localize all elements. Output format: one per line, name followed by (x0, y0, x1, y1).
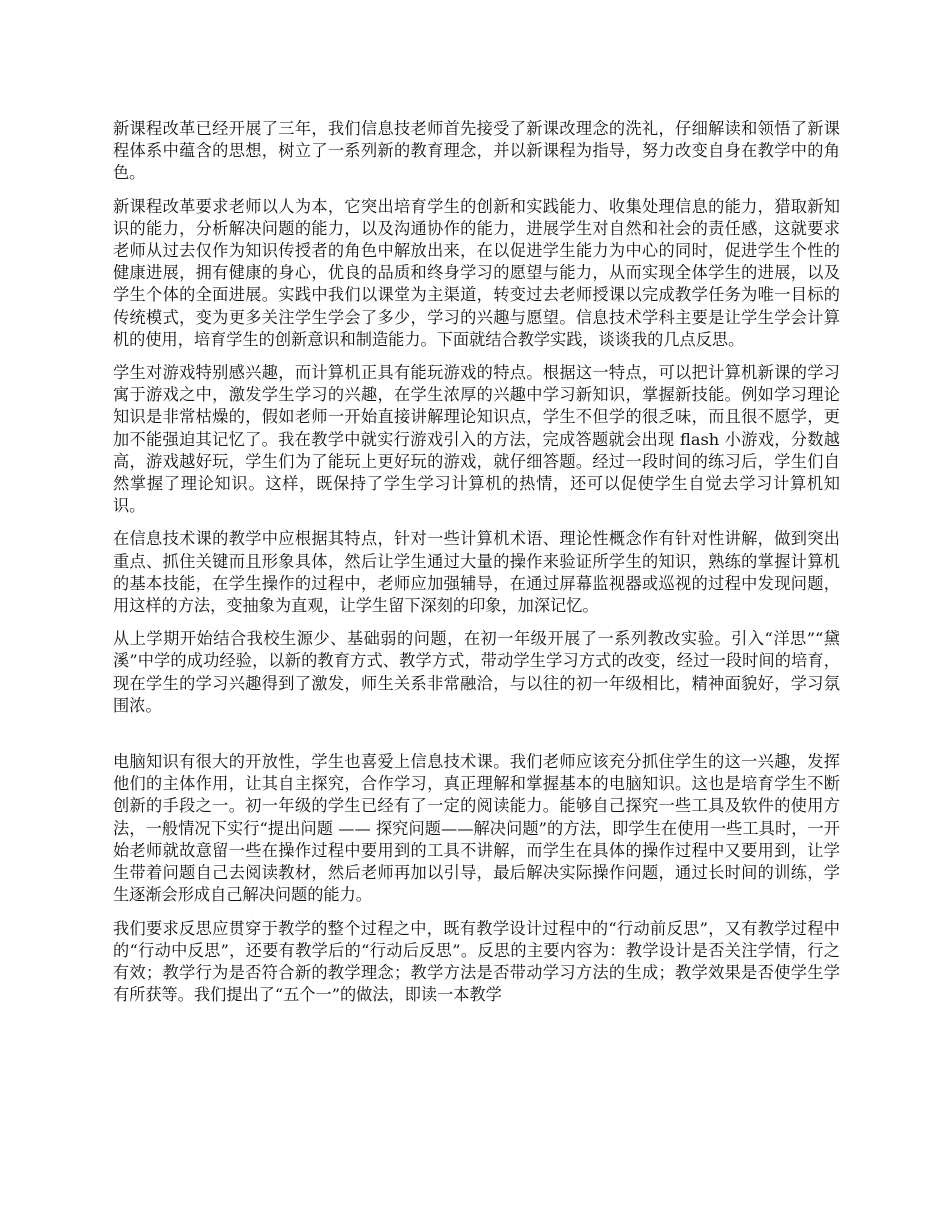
document-page (113, 118, 840, 1017)
paragraph-teaching-method: 在信息技术课的教学中应根据其特点，针对一些计算机术语、理论性概念作有针对性讲解，做到突出重点、抓住关键而且形象具体，然后让学生通过大量的操作来验证所学生的知识，熟练的掌握计算机的基本技能，在学生操作的过程中，老师应加强辅导，在通过屏幕监视器或巡视的过程中发现问题，用这样的方法，变抽象为直观，让学生留下深刻的印象，加深记忆。 (113, 529, 840, 616)
paragraph-reflection: 我们要求反思应贯穿于教学的整个过程之中，既有教学设计过程中的“行动前反思”，又有教学过程中的“行动中反思”，还要有教学后的“行动后反思”。反思的主要内容为：教学设计是否关注学情，行之有效；教学行为是否符合新的教学理念；教学方法是否带动学习方法的生成；教学效果是否使学生学有所获等。我们提出了“五个一”的做法，即读一本教学 (113, 918, 840, 1005)
paragraph-intro: 新课程改革已经开展了三年，我们信息技老师首先接受了新课改理念的洗礼，仔细解读和领悟了新课程体系中蕴含的思想，树立了一系列新的教育理念，并以新课程为指导，努力改变自身在教学中的角色。 (113, 119, 840, 183)
paragraph-self-exploration: 电脑知识有很大的开放性，学生也喜爱上信息技术课。我们老师应该充分抓住学生的这一兴趣，发挥他们的主体作用，让其自主探究，合作学习，真正理解和掌握基本的电脑知识。这也是培育学生不断创新的手段之一。初一年级的学生已经有了一定的阅读能力。能够自己探究一些工具及软件的使用方法，一般情况下实行“提出问题 —— 探究问题——解决问题”的方法，即学生在使用一些工具时，一开始老师就故意留一些在操作过程中要用到的工具不讲解，而学生在具体的操作过程中又要用到，让学生带着问题自己去阅读教材，然后老师再加以引导，最后解决实际操作问题，通过长时间的训练，学生逐渐会形成自己解决问题的能力。 (113, 752, 840, 905)
paragraph-curriculum-requirements: 新课程改革要求老师以人为本，它突出培育学生的创新和实践能力、收集处理信息的能力，猎取新知识的能力，分析解决问题的能力，以及沟通协作的能力，进展学生对自然和社会的责任感，这就要求老师从过去仅作为知识传授者的角色中解放出来，在以促进学生能力为中心的同时，促进学生个性的健康进展，拥有健康的身心，优良的品质和终身学习的愿望与能力，从而实现全体学生的进展，以及学生个体的全面进展。实践中我们以课堂为主渠道，转变过去老师授课以完成教学任务为唯一目标的传统模式，变为更多关注学生学会了多少，学习的兴趣与愿望。信息技术学科主要是让学生学会计算机的使用，培育学生的创新意识和制造能力。下面就结合教学实践，谈谈我的几点反思。 (113, 196, 840, 349)
paragraph-games: 学生对游戏特别感兴趣，而计算机正具有能玩游戏的特点。根据这一特点，可以把计算机新课的学习寓于游戏之中，激发学生学习的兴趣，在学生浓厚的兴趣中学习新知识，掌握新技能。例如学习理论知识是非常枯燥的，假如老师一开始直接讲解理论知识点，学生不但学的很乏味，而且很不愿学，更加不能强迫其记忆了。我在教学中就实行游戏引入的方法，完成答题就会出现 flash 小游戏，分数越高，游戏越好玩，学生们为了能玩上更好玩的游戏，就仔细答题。经过一段时间的练习后，学生们自然掌握了理论知识。这样，既保持了学生学习计算机的热情，还可以促使学生自觉去学习计算机知识。 (113, 363, 840, 516)
paragraph-reform-experiment: 从上学期开始结合我校生源少、基础弱的问题，在初一年级开展了一系列教改实验。引入“洋思”“黛溪”中学的成功经验，以新的教育方式、教学方式，带动学生学习方式的改变，经过一段时间的培育，现在学生的学习兴趣得到了激发，师生关系非常融洽，与以往的初一年级相比，精神面貌好，学习氛围浓。 (113, 629, 840, 715)
